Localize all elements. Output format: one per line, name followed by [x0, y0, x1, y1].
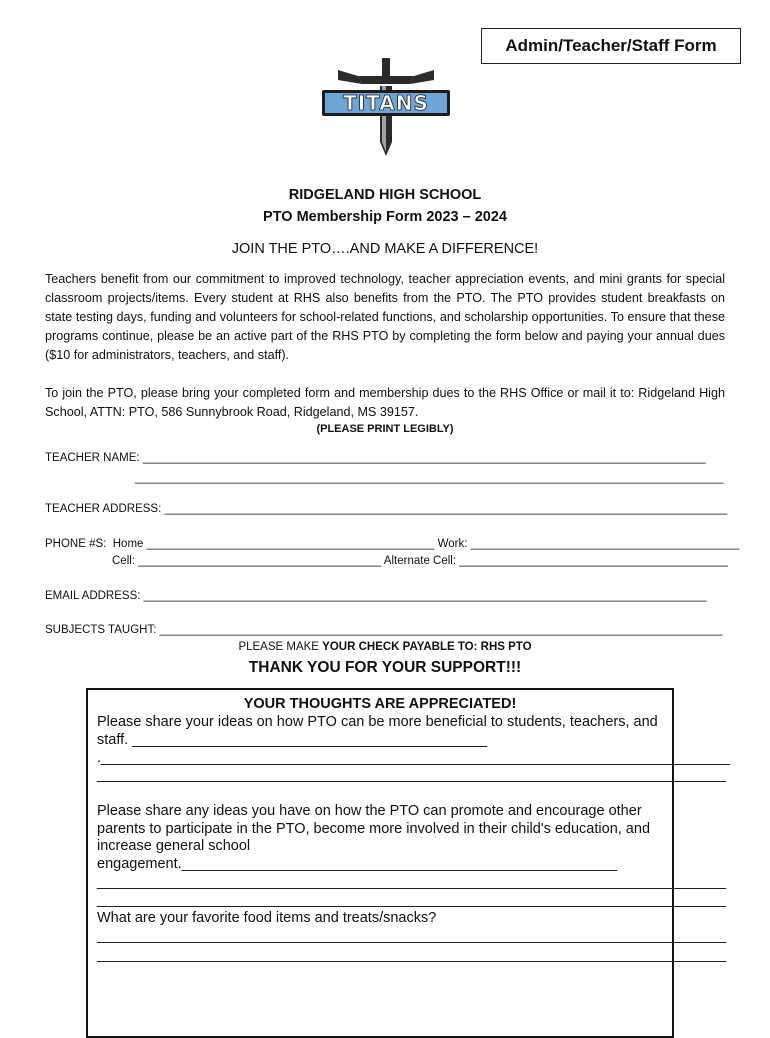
thank-you-message: THANK YOU FOR YOUR SUPPORT!!! [248, 659, 522, 676]
phone-home-work-fields[interactable]: PHONE #S: Home _____________________________________________ Work: __________________________________________ [45, 538, 740, 550]
teacher-address-field[interactable]: TEACHER ADDRESS: ________________________________________________________________________________________ [45, 503, 728, 515]
thoughts-title: YOUR THOUGHTS ARE APPRECIATED! [243, 696, 517, 712]
question-favorite-foods: What are your favorite food items and treats/snacks? [97, 910, 437, 926]
email-address-field[interactable]: EMAIL ADDRESS: ________________________________________________________________________________________ [45, 590, 707, 602]
intro-paragraph: Teachers benefit from our commitment to improved technology, teacher appreciation events, and mini grants for special classroom projects/items. Every student at RHS also benefits from the PTO. The PTO provides student breakfasts on state testing days, funding and volunteers for school-related functions, and scholarship opportunities. To ensure that these programs continue, please be an active part of the RHS PTO by completing the form below and paying your annual dues ($10 for administrators, teachers, and staff). [45, 272, 725, 362]
phone-cell-fields[interactable]: Cell: ______________________________________ Alternate Cell: __________________________________________ [112, 555, 728, 567]
titans-sword-logo-icon [318, 56, 454, 160]
answer-line[interactable]: ______________________________________________________________________________ [97, 947, 727, 963]
check-payable-note: PLEASE MAKE YOUR CHECK PAYABLE TO: RHS PTO [238, 641, 532, 653]
form-title: PTO Membership Form 2023 – 2024 [263, 209, 507, 225]
logo-text: TITANS [343, 91, 429, 115]
answer-line[interactable]: ______________________________________________________________________________ [97, 892, 727, 908]
answer-line[interactable]: ______________________________________________________________________________ [97, 767, 727, 783]
print-legibly-note: (PLEASE PRINT LEGIBLY) [316, 423, 454, 435]
answer-line[interactable]: .______________________________________________________________________________ [97, 750, 731, 766]
answer-line[interactable]: ______________________________________________________________________________ [97, 874, 727, 890]
teacher-name-line-2[interactable]: ____________________________________________________________________________________________ [135, 472, 724, 484]
teacher-name-field[interactable]: TEACHER NAME: ________________________________________________________________________________________ [45, 452, 706, 464]
form-type-label: Admin/Teacher/Staff Form [481, 28, 741, 64]
join-instructions: To join the PTO, please bring your completed form and membership dues to the RHS Office or mail it to: Ridgeland High School, ATTN: PTO, 586 Sunnybrook Road, Ridgeland, MS 39157. [45, 386, 725, 419]
join-tagline: JOIN THE PTO….AND MAKE A DIFFERENCE! [231, 241, 539, 257]
answer-line[interactable]: ______________________________________________________________________________ [97, 928, 727, 944]
question-encourage-parents: Please share any ideas you have on how the PTO can promote and encourage other parents to participate in the PTO, become more involved in their child's education, and increase general school engagement.______________________________________________________ [97, 803, 651, 872]
subjects-taught-field[interactable]: SUBJECTS TAUGHT: ________________________________________________________________________________________ [45, 624, 723, 636]
question-benefit-students: Please share your ideas on how PTO can be more beneficial to students, teachers, and staff. ____________________________________________ [97, 714, 658, 748]
school-name: RIDGELAND HIGH SCHOOL [288, 187, 482, 203]
